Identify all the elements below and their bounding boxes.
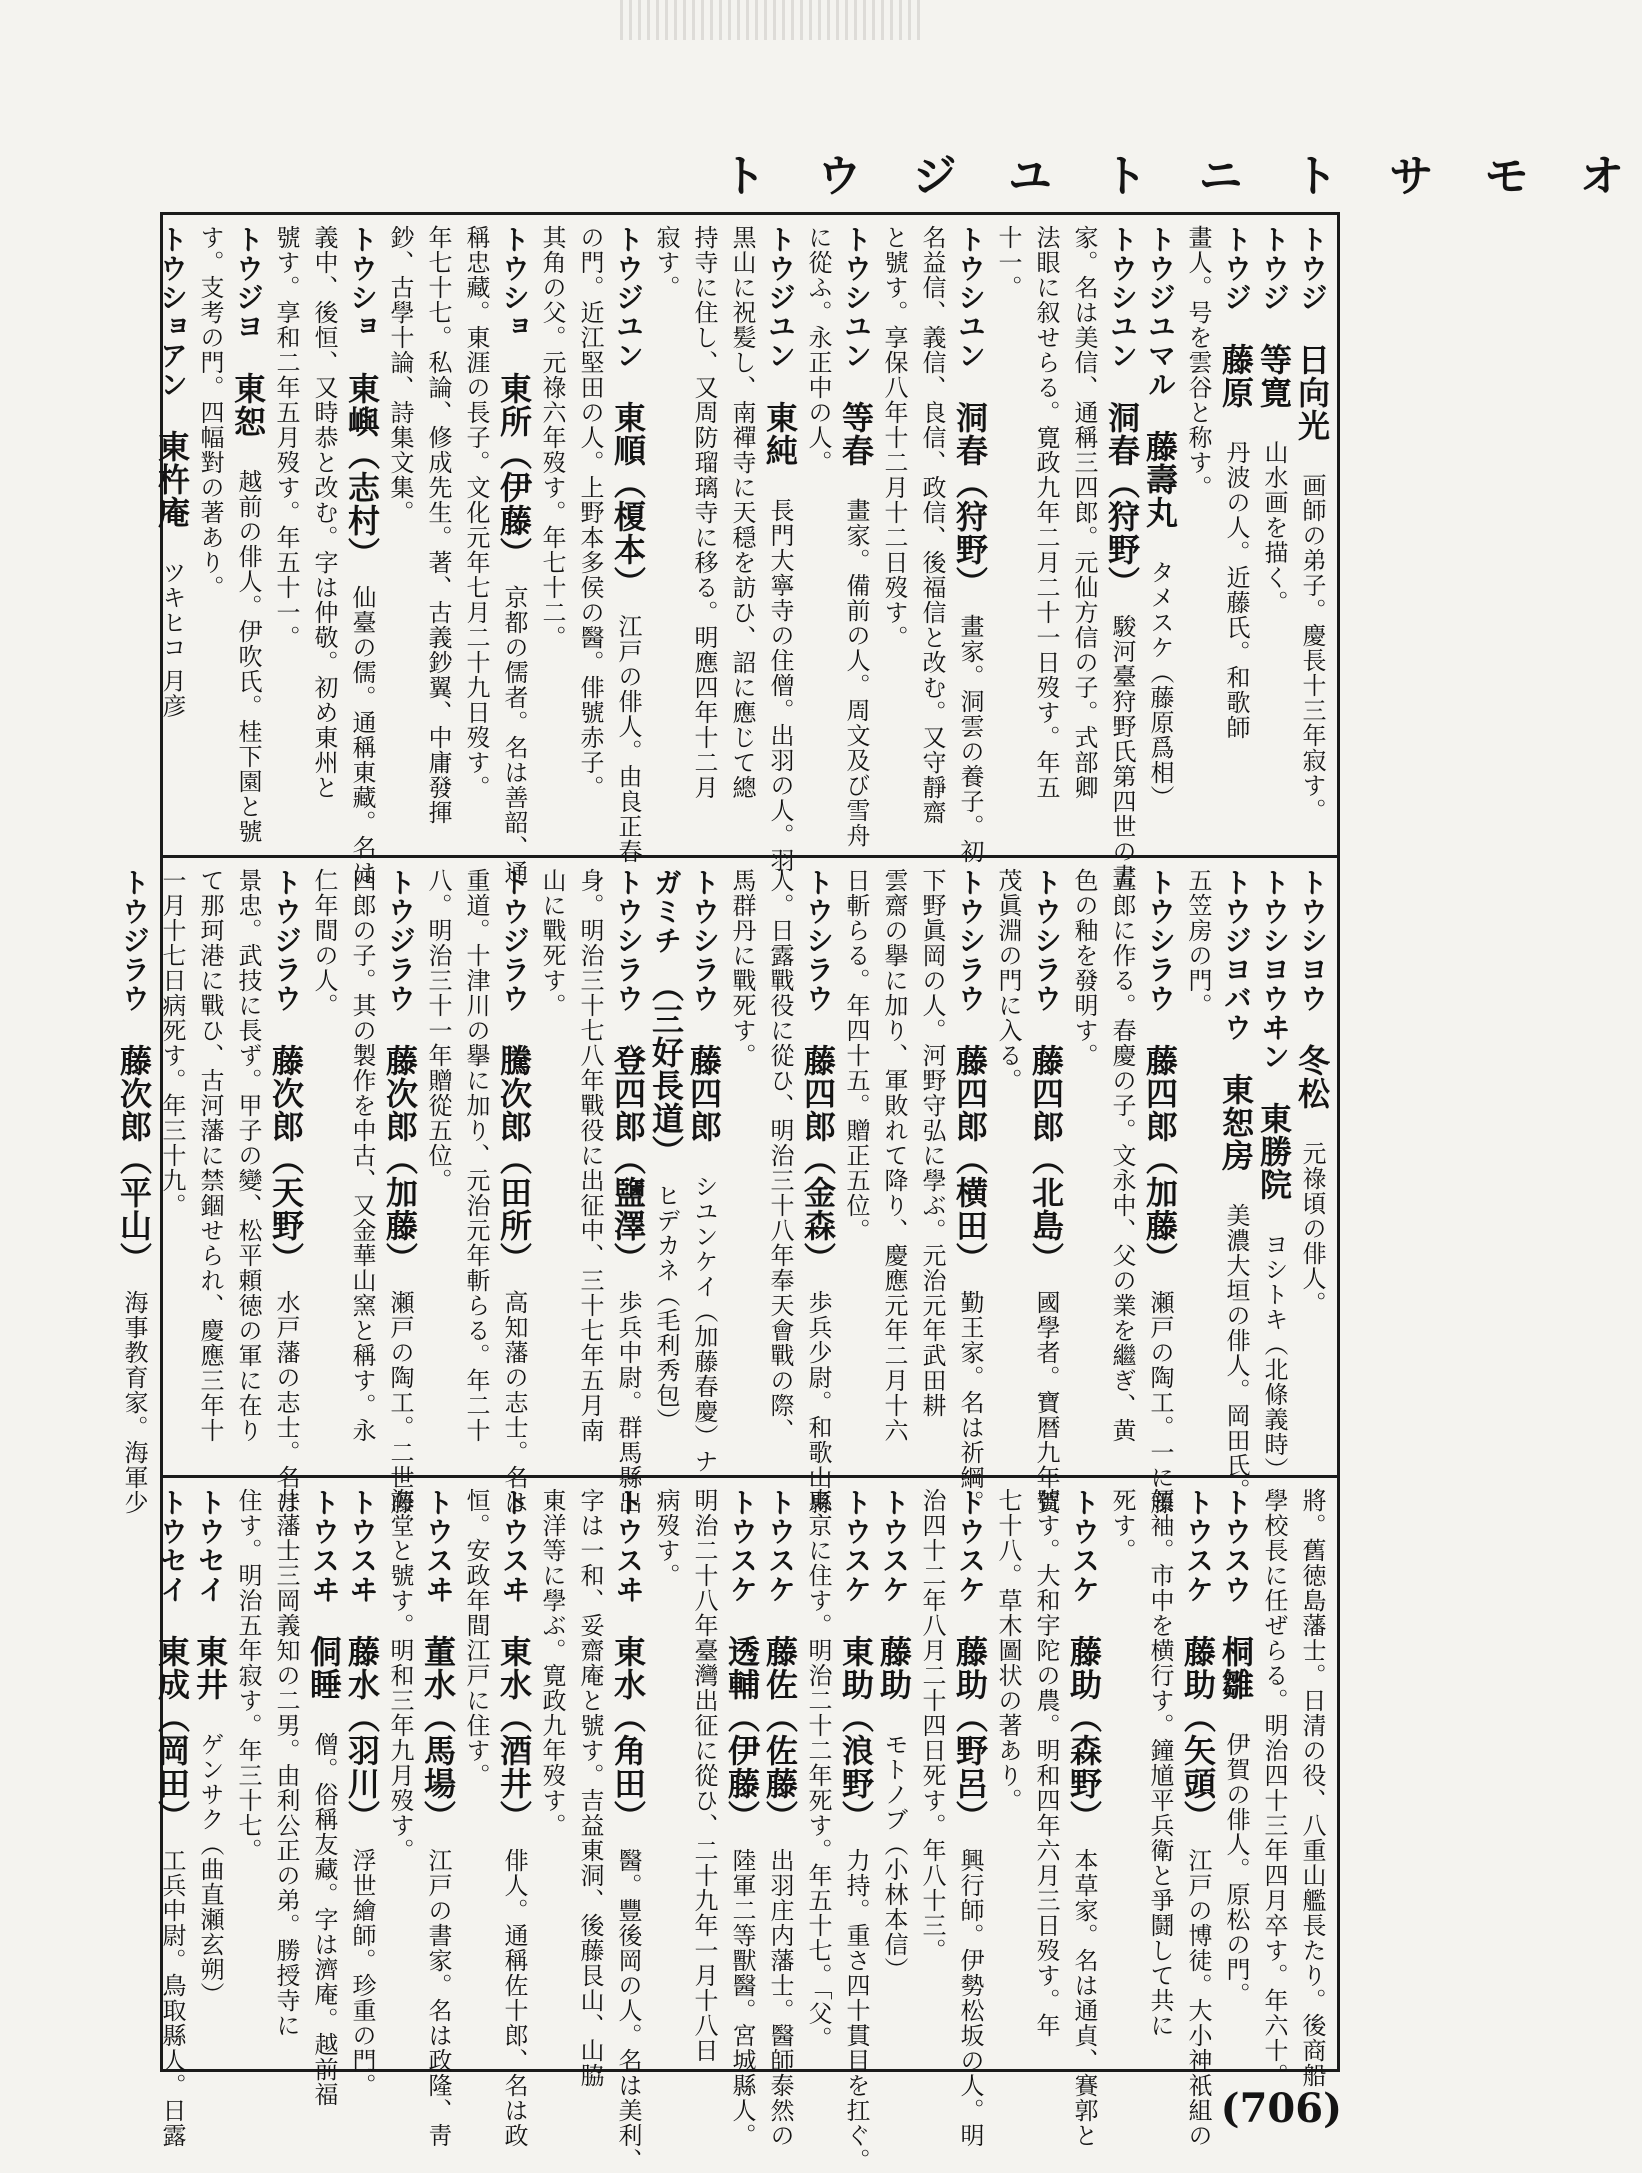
entry-line [915, 868, 949, 1463]
entry-headword: 東恕 [229, 372, 267, 438]
entry-text: 馬群丹に戰死す。 [728, 868, 756, 1068]
entry-reading: トウセイ [194, 1488, 227, 1604]
entry-text: 名益信、義信、良信、政信、後福信と改む。又守靜齋 [918, 225, 946, 825]
entry-line [951, 1488, 989, 2148]
entry-reading: トウジラウ [270, 868, 303, 1013]
entry-line [877, 868, 911, 1463]
entry-text: 駿河臺狩野氏第四世の畫 [1108, 614, 1136, 889]
entry-text: 山に戰死す。 [538, 868, 566, 1018]
entry-line [991, 868, 1025, 1463]
entry-text: 井藩士三岡義知の二男。由利公正の弟。勝授寺に [272, 1488, 300, 2038]
entry-text: 學校長に任ぜらる。明治四十三年四月卒す。年六十。 [1260, 1488, 1288, 2088]
entry-headword: 董水（馬場） [419, 1635, 457, 1817]
entry-line [915, 1488, 949, 2062]
entry-text: 江戸の書家。名は政隆、靑 [424, 1848, 452, 2148]
entry-reading: トウシラウ [1030, 868, 1063, 1013]
entry-line [193, 225, 227, 840]
entry-headword: 東所（伊藤） [495, 372, 533, 554]
entry-text: 畫家。洞雲の養子。初 [956, 614, 984, 864]
entry-text: 日斬らる。年四十五。贈正五位。 [842, 868, 870, 1243]
entry-line [573, 225, 607, 840]
entry-line [609, 1488, 647, 2173]
entry-line [725, 225, 759, 840]
entry-line [1257, 1488, 1291, 2088]
entry-reading: トウシラウ [954, 868, 987, 1013]
entry-text: 號す。享和二年五月歿す。年五十一。 [272, 225, 300, 650]
entry-text: 浮世繪師。珍重の門。 [348, 1848, 376, 2098]
entry-reading: トウジヨバウ [1220, 868, 1253, 1042]
entry-headword: 冬松 [1293, 1044, 1331, 1110]
entry-text: 病歿す。 [652, 1488, 680, 1588]
entry-reading: トウスケ [878, 1488, 911, 1604]
entry-headword: 藤助（矢頭） [1179, 1635, 1217, 1817]
entry-text: 法眼に叙せらる。寛政九年二月二十一日歿す。年五 [1032, 225, 1060, 800]
entry-text: 鈔、古學十論、詩集文集。 [386, 225, 414, 525]
entry-text: 山水画を描く。 [1260, 440, 1288, 615]
entry-line [1295, 225, 1329, 840]
entry-text: 東京に住す。明治二十二年死す。年五十七。「父。 [804, 1488, 832, 2051]
entry-line [1219, 1488, 1253, 2062]
entry-line [383, 1488, 417, 2062]
entry-headword: 藤次郎（平山） [115, 1044, 153, 1259]
entry-text: 丹波の人。近藤氏。和歌師 [1222, 440, 1250, 740]
entry-line [535, 1488, 569, 2062]
entry-text: て那珂港に戰ひ、古河藩に禁錮せられ、慶應三年十 [196, 868, 224, 1443]
entry-text: モトノブ（小林本信） [880, 1732, 908, 1982]
entry-headword: 東順（榎本） [609, 401, 647, 583]
entry-reading: トウシユン [1106, 225, 1139, 370]
entry-line [231, 868, 265, 1463]
entry-text: 水戸藩の志士。名は [272, 1290, 300, 1515]
entry-text: 越前の俳人。伊吹氏。桂下園と號 [234, 469, 262, 844]
entry-line [1065, 1488, 1103, 2148]
entry-line [269, 1488, 303, 2062]
entry-line [801, 225, 835, 840]
entry-text: ヨシトキ（北條義時） [1260, 1232, 1288, 1482]
entry-line [649, 868, 683, 1463]
entry-headword: 藤壽丸 [1141, 430, 1179, 529]
entry-text: 歩兵中尉。群馬縣出 [614, 1290, 642, 1515]
entry-text: 家。名は美信、通稱三四郎。元仙方信の子。式部卿 [1070, 225, 1098, 800]
text-band-top [153, 215, 1337, 889]
entry-line [115, 868, 153, 1515]
entry-headword: 藤原 [1217, 343, 1255, 409]
entry-headword: 東純 [761, 401, 799, 467]
entry-line [1029, 1488, 1063, 2062]
entry-reading: トウシヨウ [1296, 868, 1329, 1013]
entry-text: 出羽庄内藩士。醫師泰然の [766, 1848, 794, 2148]
entry-line [649, 225, 683, 840]
entry-headword: 透輔（伊藤） [723, 1635, 761, 1817]
entry-line [1029, 225, 1063, 840]
entry-line [1143, 1488, 1177, 2062]
entry-text: 仁年間の人。 [310, 868, 338, 1018]
entry-line [1219, 225, 1253, 840]
entry-line [877, 1488, 911, 2062]
entry-reading: トウスヰ [612, 1488, 645, 1604]
entry-text: 景忠。武技に長ず。甲子の變、松平頼徳の軍に在り [234, 868, 262, 1443]
entry-text: 俳人。通稱佐十郎、名は政 [500, 1848, 528, 2148]
entry-text: 海事教育家。海軍少 [120, 1290, 148, 1515]
entry-text: 京都の儒者。名は善韶、通 [500, 585, 528, 885]
entry-line [459, 1488, 493, 2062]
entry-text: 長門大寧寺の住僧。出羽の人。羽 [766, 498, 794, 873]
entry-line [761, 225, 799, 873]
entry-reading: トウジラウ [384, 868, 417, 1013]
entry-line [801, 1488, 835, 2062]
entry-text: 色の釉を發明す。 [1070, 868, 1098, 1068]
entry-line [837, 225, 875, 848]
entry-line [307, 868, 341, 1463]
entry-line [951, 868, 989, 1515]
entry-reading: トウジユン [612, 225, 645, 370]
entry-text: 十一。 [994, 225, 1022, 300]
entry-text: 明治二十八年臺灣出征に從ひ、二十九年一月十八日 [690, 1488, 718, 2063]
entry-headword: （三好長道） [647, 986, 685, 1152]
entry-text: 美濃大垣の俳人。岡田氏。 [1222, 1203, 1250, 1503]
entry-line [1067, 225, 1101, 840]
column-group [153, 215, 1337, 889]
entry-headword: 東恕房 [1217, 1073, 1255, 1172]
entry-text: 治四十二年八月二十四日死す。年八十三。 [918, 1488, 946, 1963]
entry-text: 一月十七日病死す。年三十九。 [158, 868, 186, 1218]
entry-headword: 東杵庵 [153, 430, 191, 529]
running-head: ト ウ ジ ユ ト ニ ト サ モ オ [722, 151, 1642, 202]
entry-headword: 藤助（森野） [1065, 1635, 1103, 1817]
entry-line [343, 1488, 381, 2098]
entry-text: 住す。明治五年寂す。年三十七。 [234, 1488, 262, 1863]
entry-line [725, 868, 759, 1463]
entry-line [419, 1488, 457, 2148]
entry-headword: 藤四郎（加藤） [1141, 1044, 1179, 1259]
entry-line [1143, 225, 1177, 840]
entry-line [383, 225, 417, 840]
entry-text: 持寺に住し、又周防瑠璃寺に移る。明應四年十二月 [690, 225, 718, 800]
entry-reading: トウスヰ [346, 1488, 379, 1604]
entry-line [877, 225, 911, 840]
entry-text: 重道。十津川の擧に加り、元治元年斬らる。年二十 [462, 868, 490, 1443]
text-band-middle [115, 855, 1337, 1515]
entry-line [573, 1488, 607, 2088]
entry-headword: 藤佐（佐藤） [761, 1635, 799, 1817]
entry-reading: トウジユン [764, 225, 797, 370]
entry-text: に從ふ。永正中の人。 [804, 225, 832, 475]
entry-line [421, 225, 455, 840]
entry-reading: トウシヨウヰン [1258, 868, 1291, 1071]
entry-headword: 洞春（狩野） [1103, 401, 1141, 583]
entry-line [649, 1488, 683, 2062]
entry-reading: トウシユン [840, 225, 873, 370]
entry-line [609, 225, 647, 864]
entry-reading: トウショ [498, 225, 531, 341]
entry-line [951, 225, 989, 864]
entry-text: 畫家。備前の人。周文及び雪舟 [842, 498, 870, 848]
entry-reading: トウジ [1220, 225, 1253, 312]
entry-line [723, 1488, 761, 2148]
entry-text: 仙臺の儒。通稱東藏。名は [348, 585, 376, 885]
entry-text: 歩兵少尉。和歌山縣 [804, 1290, 832, 1515]
entry-text: 國學者。寶暦九年賀 [1032, 1290, 1060, 1515]
entry-text: 將。舊徳島藩士。日清の役、八重山艦長たり。後商船 [1298, 1488, 1326, 2088]
entry-headword: 東水（角田） [609, 1635, 647, 1817]
entry-line [573, 868, 607, 1463]
entry-reading: トウショ [346, 225, 379, 341]
entry-headword: 桐雛 [1217, 1635, 1255, 1701]
entry-text: 身。明治三十七八年戰役に出征中、三十七年五月南 [576, 868, 604, 1443]
entry-text: 瀬戸の陶工。一に藤 [1146, 1290, 1174, 1515]
entry-text: 字は一和、妥齋庵と號す。吉益東洞、後藤艮山、山脇 [576, 1488, 604, 2088]
entry-headword: 騰次郎（田所） [495, 1044, 533, 1259]
entry-reading: トウジ [1258, 225, 1291, 312]
entry-reading: ガミチ [650, 868, 683, 955]
entry-text: タメスケ（藤原爲相） [1146, 560, 1174, 810]
entry-text: 恒。安政年間江戸に住す。 [462, 1488, 490, 1788]
entry-line [687, 225, 721, 840]
entry-text: 義中、後恒、又時恭と改む。字は仲敬。初め東州と [310, 225, 338, 800]
entry-headword: 藤助 [875, 1635, 913, 1701]
entry-text: 稱忠藏。東涯の長子。文化元年七月二十九日歿す。 [462, 225, 490, 800]
entry-line [1181, 868, 1215, 1463]
entry-line [1103, 225, 1141, 889]
entry-line [193, 1488, 227, 2062]
entry-reading: トウスケ [764, 1488, 797, 1604]
entry-line [1179, 1488, 1217, 2148]
entry-headword: 藤四郎 [685, 1044, 723, 1143]
entry-line [267, 868, 305, 1515]
entry-line [839, 868, 873, 1463]
entry-text: ヒデカネ（毛利秀包） [652, 1183, 680, 1433]
entry-text: 七十八。草木圖状の著あり。 [994, 1488, 1022, 1813]
entry-text: 瀬戸の陶工。二世藤 [386, 1290, 414, 1515]
entry-headword: 東嶼（志村） [343, 372, 381, 554]
entry-headword: 東井 [191, 1635, 229, 1701]
entry-text: 畫人。号を雲谷と称す。 [1184, 225, 1212, 500]
entry-text: 高知藩の志士。名は [500, 1290, 528, 1515]
entry-line [1181, 225, 1215, 840]
entry-text: 人。日露戰役に從ひ、明治三十八年奉天會戰の際、 [766, 868, 794, 1443]
page-number: (706) [1220, 2085, 1342, 2132]
entry-text: 東洋等に學ぶ。寛政九年歿す。 [538, 1488, 566, 1838]
entry-text: 下野眞岡の人。河野守弘に學ぶ。元治元年武田耕 [918, 868, 946, 1418]
entry-line [1257, 225, 1291, 840]
entry-line [991, 1488, 1025, 2062]
entry-text: 海堂と號す。明和三年九月歿す。 [386, 1488, 414, 1863]
entry-text: 画師の弟子。慶長十三年寂す。 [1298, 473, 1326, 823]
entry-reading: トウシラウ [802, 868, 835, 1013]
entry-reading: トウジ [1296, 225, 1329, 312]
entry-text: 四郎の子。其の製作を中古、又金華山窯と稱す。永 [348, 868, 376, 1443]
entry-line [269, 225, 303, 840]
entry-text: 醫。豐後岡の人。名は美利、 [614, 1848, 642, 2173]
entry-text: 八。明治三十一年贈從五位。 [424, 868, 452, 1193]
entry-headword: 藤水（羽川） [343, 1635, 381, 1817]
column-group [115, 858, 1337, 1515]
entry-reading: トウジヨ [232, 225, 265, 341]
entry-text: と號す。享保八年十二月十二日歿す。 [880, 225, 908, 650]
entry-text: 力持。重さ四十貫目を扛ぐ。 [842, 1848, 870, 2173]
entry-line [1105, 1488, 1139, 2062]
entry-headword: 藤助（野呂） [951, 1635, 989, 1817]
entry-line [229, 225, 267, 844]
entry-text: 僧。俗稱友藏。字は濟庵。越前福 [310, 1732, 338, 2107]
entry-headword: 等春 [837, 401, 875, 467]
entry-headword: 東勝院 [1255, 1102, 1293, 1201]
entry-text: 黒山に祝髪し、南禪寺に天穏を訪ひ、詔に應じて總 [728, 225, 756, 800]
entry-reading: トウスウ [1220, 1488, 1253, 1604]
entry-reading: トウジラウ [498, 868, 531, 1013]
entry-headword: 登四郎（鹽澤） [609, 1044, 647, 1259]
entry-text: 茂眞淵の門に入る。 [994, 868, 1022, 1093]
entry-text: 元祿頃の俳人。 [1298, 1141, 1326, 1316]
entry-headword: 藤四郎（横田） [951, 1044, 989, 1259]
entry-text: 死す。 [1108, 1488, 1136, 1563]
entry-line [761, 1488, 799, 2148]
entry-line [495, 1488, 533, 2148]
entry-text: シユンケイ（加藤春慶）ナ [690, 1174, 718, 1474]
entry-line [763, 868, 797, 1463]
entry-text: 本草家。名は通貞、賽郭と [1070, 1848, 1098, 2148]
entry-text: 興行師。伊勢松坂の人。明 [956, 1848, 984, 2148]
entry-text: 江戸の博徒。大小神祇組の [1184, 1848, 1212, 2148]
entry-reading: トウシラウ [612, 868, 645, 1013]
entry-line [1295, 868, 1329, 1463]
entry-headword: 日向光 [1293, 343, 1331, 442]
entry-text: 工兵中尉。鳥取縣人。日露 [158, 1848, 186, 2148]
entry-reading: トウスケ [726, 1488, 759, 1604]
entry-line [1141, 868, 1179, 1515]
entry-line [155, 868, 189, 1463]
entry-reading: トウシラウ [1144, 868, 1177, 1013]
entry-line [153, 1488, 191, 2148]
entry-reading: トウスケ [1182, 1488, 1215, 1604]
entry-headword: 東助（浪野） [837, 1635, 875, 1817]
entry-text: 領袖。市中を横行す。鐘馗平兵衛と爭鬪して共に [1146, 1488, 1174, 2038]
entry-line [685, 868, 723, 1474]
entry-reading: トウスケ [954, 1488, 987, 1604]
entry-line [343, 225, 381, 885]
entry-line [495, 868, 533, 1515]
entry-headword: 藤四郎（金森） [799, 1044, 837, 1259]
entry-line [915, 225, 949, 840]
print-smudge [620, 0, 920, 40]
entry-line [307, 225, 341, 840]
entry-text: 其角の父。元祿六年歿す。年七十二。 [538, 225, 566, 650]
entry-reading: トウスケ [840, 1488, 873, 1604]
entry-reading: トウセイ [156, 1488, 189, 1604]
entry-headword: 洞春（狩野） [951, 401, 989, 583]
entry-text: の門。近江堅田の人。上野本多侯の醫。俳號赤子。 [576, 225, 604, 800]
entry-text: 五笠房の門。 [1184, 868, 1212, 1018]
entry-line [1067, 868, 1101, 1463]
entry-headword: 侗睡 [305, 1635, 343, 1701]
entry-text: 陸軍二等獸醫。宮城縣人。 [728, 1848, 756, 2148]
entry-line [495, 225, 533, 885]
entry-text: ツキヒコ 月彦 [158, 560, 186, 719]
entry-line [799, 868, 837, 1515]
entry-line [231, 1488, 265, 2062]
entry-line [535, 868, 569, 1463]
entry-line [1105, 868, 1139, 1463]
entry-text: 伊賀の俳人。原松の門。 [1222, 1732, 1250, 2007]
entry-headword: 藤次郎（天野） [267, 1044, 305, 1259]
entry-reading: トウシラウ [688, 868, 721, 1013]
entry-headword: 東水（酒井） [495, 1635, 533, 1817]
entry-line [535, 225, 569, 840]
entry-reading: トウスヰ [498, 1488, 531, 1604]
entry-text: 勤王家。名は祈綱。 [956, 1290, 984, 1515]
entry-text: 號す。大和宇陀の農。明和四年六月三日歿す。年 [1032, 1488, 1060, 2038]
entry-line [991, 225, 1025, 840]
entry-line [1295, 1488, 1329, 2088]
entry-text: ゲンサク（曲直瀬玄朔） [196, 1732, 224, 2007]
entry-line [837, 1488, 875, 2173]
entry-reading: トウスヰ [422, 1488, 455, 1604]
entry-headword: 藤四郎（北島） [1027, 1044, 1065, 1259]
entry-line [193, 868, 227, 1463]
entry-line [687, 1488, 721, 2062]
entry-text: 江戸の俳人。由良正春 [614, 614, 642, 864]
entry-line [1027, 868, 1065, 1515]
entry-reading: トウジラウ [118, 868, 151, 1013]
entry-reading: トウショアン [156, 225, 189, 399]
entry-reading: トウスケ [1068, 1488, 1101, 1604]
entry-line [459, 868, 493, 1463]
entry-text: 五郎に作る。春慶の子。文永中、父の業を繼ぎ、黄 [1108, 868, 1136, 1443]
entry-line [421, 868, 455, 1463]
entry-line [1255, 868, 1293, 1482]
entry-text: す。支考の門。四幅對の著あり。 [196, 225, 224, 600]
entry-line [155, 225, 189, 840]
entry-text: 雲齋の擧に加り、軍敗れて降り、慶應元年二月十六 [880, 868, 908, 1443]
entry-line [345, 868, 379, 1463]
entry-line [1217, 868, 1255, 1503]
entry-line [381, 868, 419, 1515]
entry-headword: 東成（岡田） [153, 1635, 191, 1817]
entry-reading: トウスヰ [308, 1488, 341, 1604]
entry-line [459, 225, 493, 840]
entry-line [609, 868, 647, 1515]
entry-headword: 等寛 [1255, 343, 1293, 409]
entry-headword: 藤次郎（加藤） [381, 1044, 419, 1259]
entry-line [305, 1488, 343, 2107]
entry-text: 年七十七。私論、修成先生。著、古義鈔翼、中庸發揮 [424, 225, 452, 825]
entry-text: 寂す。 [652, 225, 680, 300]
entry-reading: トウジユマル [1144, 225, 1177, 399]
entry-reading: トウシユン [954, 225, 987, 370]
